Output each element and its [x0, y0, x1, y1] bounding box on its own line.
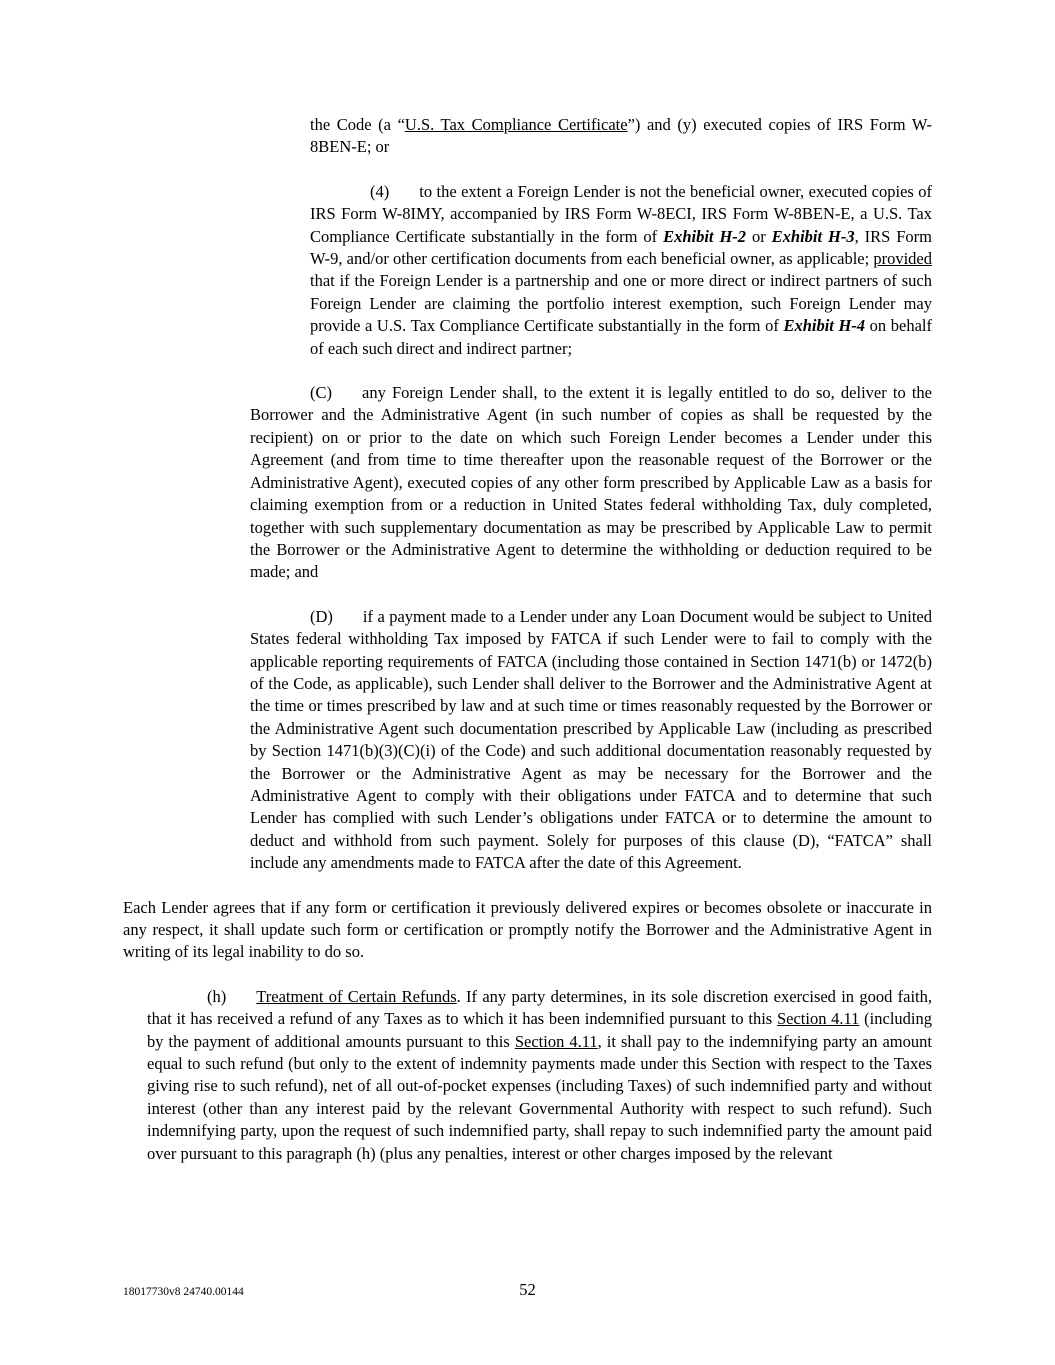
paragraph-h-treatment-of-refunds: [147, 986, 932, 1165]
text-run: , it shall pay to the indemnifying party an amount equal to such refund (but only to the extent of indemnity payments made under this Section with respect to the Taxes giving rise to such refund), net of all out-of-pocket expenses (including Taxes) of such indemnified party and without interest (other than any interest paid by the relevant Governmental Authority with respect to such refund). Such indemnifying party, upon the request of such indemnified party, shall repay to such indemnified party the amount paid over pursuant to this paragraph (h) (plus any penalties, interest or other charges imposed by the relevant: [147, 1031, 932, 1163]
text-run: , IRS Form W-9, and/or other certification documents from each beneficial owner, as applicable;: [310, 226, 933, 269]
text-run: if a payment made to a Lender under any Loan Document would be subject to United States federal withholding Tax imposed by FATCA if such Lender were to fail to comply with the applicable reporting requirements of FATCA (including those contained in Section 1471(b) or 1472(b) of the Code, as applicable), such Lender shall deliver to the Borrower and the Administrative Agent at the time or times prescribed by law and at such time or times reasonably requested by the Borrower or the Administrative Agent such documentation prescribed by Applicable Law (including as prescribed by Section 1471(b)(3)(C)(i) of the Code) and such additional documentation reasonably requested by the Borrower or the Administrative Agent as may be necessary for the Borrower and the Administrative Agent to comply with their obligations under FATCA and to determine that such Lender has complied with such Lender’s obligations under FATCA or to determine the amount to deduct and withhold from such payment. Solely for purposes of this clause (D), “FATCA” shall include any amendments made to FATCA after the date of this Agreement.: [250, 606, 932, 873]
document-id: 18017730v8 24740.00144: [123, 1286, 244, 1298]
text-run: . If any party determines, in its sole discretion exercised in good faith, that it has received a refund of any Taxes as to which it has been indemnified pursuant to this: [147, 986, 932, 1029]
text-run: ”) and (y) executed copies of IRS Form W-8BEN-E; or: [310, 115, 932, 157]
text-run: Section 4.11: [514, 1031, 598, 1051]
text-run: the Code (a “: [310, 115, 405, 134]
paragraph-code-certificate: [310, 114, 932, 159]
text-run: Exhibit H-3: [771, 226, 855, 246]
page-number: 52: [519, 1279, 536, 1299]
paragraph-clause-4: [310, 181, 932, 360]
text-run: Exhibit H-2: [663, 226, 747, 246]
text-run: (h): [207, 986, 227, 1006]
paragraph-clause-d: [250, 606, 932, 875]
text-run: that if the Foreign Lender is a partnership and one or more direct or indirect partners of such Foreign Lender are claiming the portfolio interest exemption, such Foreign Lender may provide a U.S. Tax Compliance Certificate substantially in the form of: [310, 271, 932, 336]
text-run: U.S. Tax Compliance Certificate: [404, 115, 628, 134]
text-run: provided: [873, 249, 932, 269]
text-run: Exhibit H-4: [783, 316, 866, 336]
text-run: (including by the payment of additional amounts pursuant to this: [147, 1009, 932, 1051]
paragraph-each-lender-agrees: [123, 897, 932, 964]
text-run: any Foreign Lender shall, to the extent it is legally entitled to do so, deliver to the Borrower and the Administrative Agent (in such number of copies as shall be requested by the recipient) on or prior to the date on which such Foreign Lender becomes a Lender under this Agreement (and from time to time thereafter upon the reasonable request of the Borrower or the Administrative Agent), executed copies of any other form prescribed by Applicable Law as a basis for claiming exemption from or a reduction in United States federal withholding Tax, duly completed, together with such supplementary documentation as may be prescribed by Applicable Law to permit the Borrower or the Administrative Agent to determine the withholding or deduction required to be made; and: [250, 383, 932, 582]
text-run: or: [746, 226, 772, 246]
text-run: Treatment of Certain Refunds: [256, 986, 457, 1006]
text-run: Each Lender agrees that if any form or certification it previously delivered expires or becomes obsolete or inaccurate in any respect, it shall update such form or certification or promptly notify the Borrower and the Administrative Agent in writing of its legal inability to do so.: [123, 897, 932, 962]
paragraph-clause-c: [250, 382, 932, 584]
text-run: Section 4.11: [776, 1009, 860, 1029]
text-run: (4): [370, 181, 390, 201]
page-footer: [0, 1279, 1055, 1301]
text-run: on behalf of each such direct and indirect partner;: [310, 316, 932, 358]
text-run: to the extent a Foreign Lender is not the beneficial owner, executed copies of IRS Form W-8IMY, accompanied by IRS Form W-8ECI, IRS Form W-8BEN-E, a U.S. Tax Compliance Certificate substantially in the form of: [310, 181, 932, 246]
text-run: (D): [310, 606, 333, 626]
text-run: (C): [310, 383, 332, 403]
